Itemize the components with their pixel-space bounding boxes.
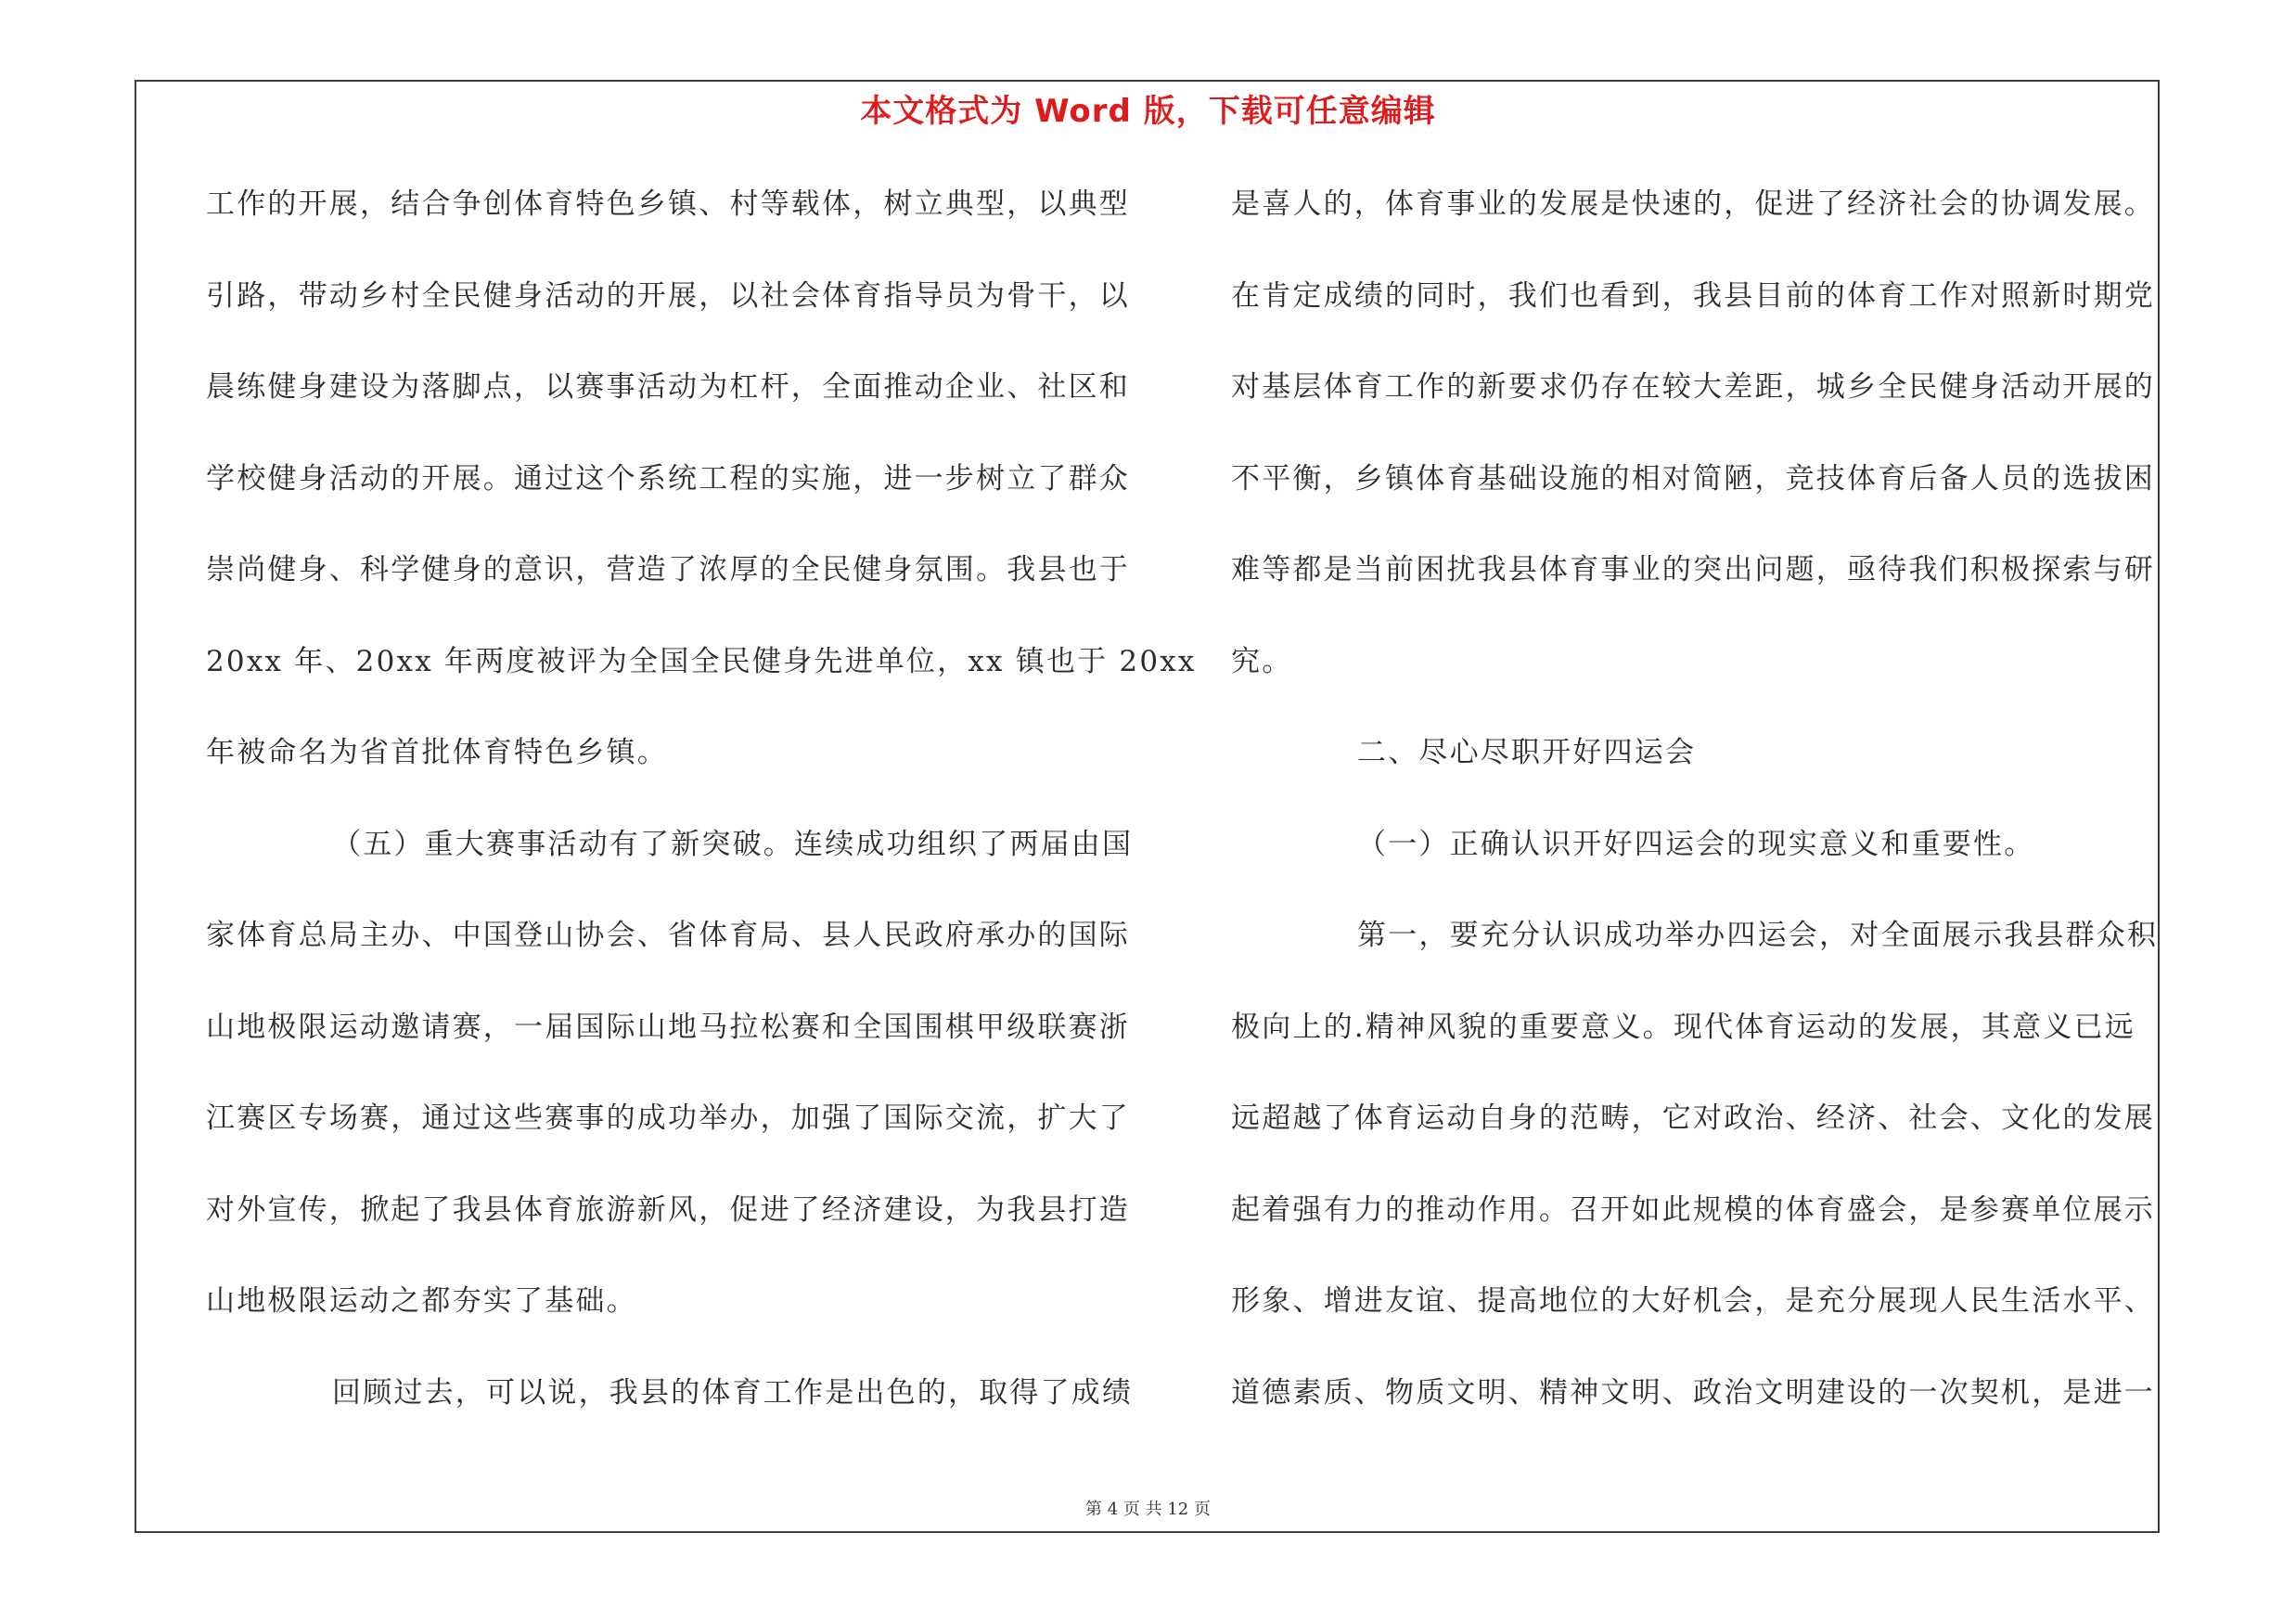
text-line: 不平衡，乡镇体育基础设施的相对简陋，竞技体育后备人员的选拔困 (1231, 461, 2155, 496)
text-line: 对外宣传，掀起了我县体育旅游新风，促进了经济建设，为我县打造 (206, 1192, 1130, 1227)
text-line: 对基层体育工作的新要求仍存在较大差距，城乡全民健身活动开展的 (1231, 370, 2155, 404)
text-line: 江赛区专场赛，通过这些赛事的成功举办，加强了国际交流，扩大了 (206, 1101, 1130, 1135)
text-line: 工作的开展，结合争创体育特色乡镇、村等载体，树立典型，以典型 (206, 187, 1130, 221)
text-line: 山地极限运动之都夯实了基础。 (206, 1284, 637, 1318)
text-line: 家体育总局主办、中国登山协会、省体育局、县人民政府承办的国际 (206, 919, 1130, 952)
text-line: 道德素质、物质文明、精神文明、政治文明建设的一次契机，是进一 (1231, 1375, 2155, 1410)
text-line: （五）重大赛事活动有了新突破。连续成功组织了两届由国 (332, 827, 1134, 861)
text-line: 山地极限运动邀请赛，一届国际山地马拉松赛和全国围棋甲级联赛浙 (206, 1010, 1130, 1044)
text-line: （一）正确认识开好四运会的现实意义和重要性。 (1357, 827, 2035, 861)
word-format-banner: 本文格式为 Word 版，下载可任意编辑 (860, 93, 1436, 130)
text-line: 晨练健身建设为落脚点，以赛事活动为杠杆，全面推动企业、社区和 (206, 370, 1130, 404)
text-line: 回顾过去，可以说，我县的体育工作是出色的，取得了成绩 (332, 1375, 1134, 1410)
text-line: 引路，带动乡村全民健身活动的开展，以社会体育指导员为骨干，以 (206, 278, 1130, 313)
text-line: 学校健身活动的开展。通过这个系统工程的实施，进一步树立了群众 (206, 461, 1130, 496)
text-line: 难等都是当前困扰我县体育事业的突出问题，亟待我们积极探索与研 (1231, 553, 2155, 586)
page-number-footer: 第 4 页 共 12 页 (1085, 1500, 1211, 1519)
text-line: 形象、增进友谊、提高地位的大好机会，是充分展现人民生活水平、 (1231, 1284, 2155, 1318)
text-line: 究。 (1231, 644, 1293, 678)
text-line: 起着强有力的推动作用。召开如此规模的体育盛会，是参赛单位展示 (1231, 1192, 2155, 1227)
text-line: 二、尽心尽职开好四运会 (1357, 736, 1697, 769)
text-line: 极向上的.精神风貌的重要意义。现代体育运动的发展，其意义已远 (1231, 1010, 2136, 1044)
text-line: 在肯定成绩的同时，我们也看到，我县目前的体育工作对照新时期党 (1231, 278, 2155, 313)
text-line: 第一，要充分认识成功举办四运会，对全面展示我县群众积 (1357, 919, 2159, 952)
text-line: 20xx 年、20xx 年两度被评为全国全民健身先进单位，xx 镇也于 20xx (206, 644, 1197, 678)
text-line: 是喜人的，体育事业的发展是快速的，促进了经济社会的协调发展。 (1231, 187, 2155, 221)
text-line: 崇尚健身、科学健身的意识，营造了浓厚的全民健身氛围。我县也于 (206, 553, 1130, 586)
text-line: 年被命名为省首批体育特色乡镇。 (206, 736, 668, 769)
text-line: 远超越了体育运动自身的范畴，它对政治、经济、社会、文化的发展 (1231, 1101, 2155, 1135)
